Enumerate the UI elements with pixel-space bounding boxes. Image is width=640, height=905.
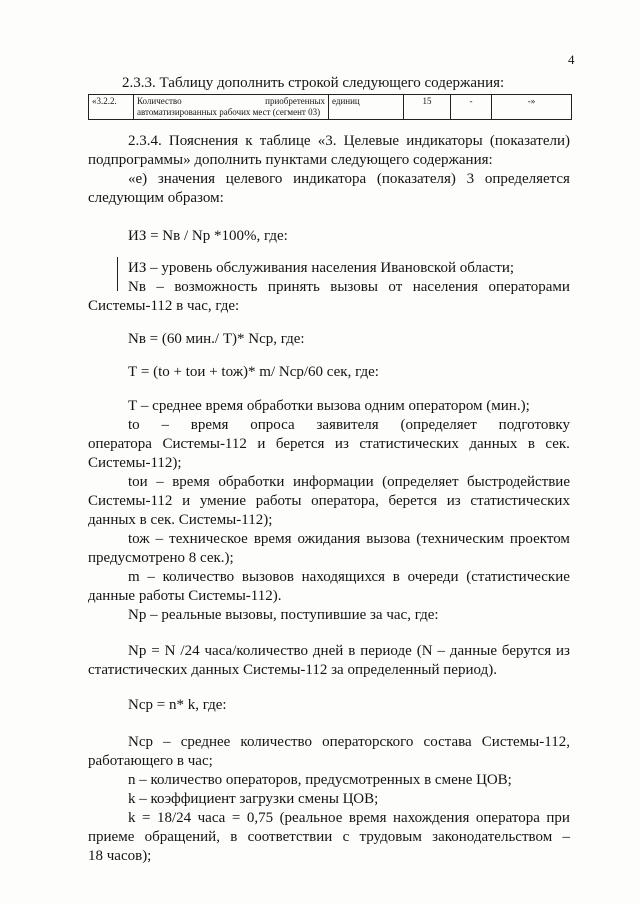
word: целевого	[225, 171, 283, 187]
word: 0,75	[246, 810, 274, 826]
word: (определяет	[382, 474, 459, 490]
word: в	[230, 829, 238, 845]
def-to-line-3: Системы-112);	[88, 455, 182, 471]
def-k: k – коэффициент загрузки смены ЦОВ;	[128, 791, 379, 807]
word: значения	[157, 171, 216, 187]
word: опроса	[250, 417, 295, 433]
word: –	[562, 829, 570, 845]
word: ожидания	[297, 531, 361, 547]
def-toi-line-1	[128, 473, 570, 491]
word: нахождения	[393, 810, 470, 826]
word: –	[161, 417, 169, 433]
word: таблице	[259, 133, 311, 149]
word: из	[446, 493, 461, 509]
word: (реальное	[279, 810, 343, 826]
word: соответствии	[247, 829, 333, 845]
word: очереди	[407, 569, 459, 585]
word: (статистические	[466, 569, 570, 585]
word: оператора	[88, 436, 152, 452]
word: Nср	[128, 734, 153, 750]
word: вызовов	[241, 569, 294, 585]
word: данных	[469, 436, 518, 452]
word: 18/24	[156, 810, 192, 826]
word: (показателя)	[376, 171, 456, 187]
s234-line-3	[128, 170, 570, 188]
word: подготовку	[498, 417, 570, 433]
def-kval-line-1	[128, 809, 570, 827]
word: 2.3.4.	[128, 133, 162, 149]
word: статистических	[359, 436, 459, 452]
formula-t: Т = (tо + tои + tож)* m/ Nср/60 сек, где:	[128, 364, 379, 380]
def-tozh-line-2: предусмотрено 8 сек.);	[88, 550, 234, 566]
word: определяется	[484, 171, 570, 187]
def-toi-line-3: данных в сек. Системы-112);	[88, 512, 273, 528]
word: в	[527, 436, 535, 452]
word: –	[147, 569, 155, 585]
word: часа	[197, 810, 226, 826]
word: законодательством	[432, 829, 553, 845]
s234-line-1	[128, 132, 570, 150]
word: tож	[128, 531, 150, 547]
word: из	[556, 643, 570, 659]
def-t: Т – среднее время обработки вызова одним оператором (мин.);	[128, 398, 530, 414]
word: tо	[128, 417, 140, 433]
section-2-3-3-heading: 2.3.3. Таблицу дополнить строкой следующего содержания:	[122, 75, 505, 91]
def-to-line-1	[128, 416, 570, 434]
formula-ncp: Nср = n* k, где:	[128, 697, 227, 713]
word: среднее	[180, 734, 231, 750]
word: в	[392, 569, 400, 585]
word: возможность	[174, 279, 258, 295]
word: информации	[292, 474, 374, 490]
word: 3	[466, 171, 475, 187]
word: часа/количество	[204, 643, 308, 659]
def-n: n – количество операторов, предусмотренных в смене ЦОВ;	[128, 772, 512, 788]
word: индикаторы	[406, 133, 483, 149]
formula-iz: ИЗ = Nв / Nр *100%, где:	[128, 228, 288, 244]
word: находящихся	[301, 569, 386, 585]
word: (техническим	[416, 531, 504, 547]
word: время	[172, 474, 210, 490]
word: быстродействие	[467, 474, 570, 490]
word: статистических	[470, 493, 570, 509]
word: трудовым	[359, 829, 422, 845]
word: обращений,	[144, 829, 220, 845]
word: умение	[199, 493, 246, 509]
word: к	[245, 133, 253, 149]
word: (показатели)	[489, 133, 570, 149]
margin-change-bar	[117, 257, 118, 291]
word: tои	[128, 474, 148, 490]
word: время	[348, 810, 387, 826]
word: берется	[275, 436, 325, 452]
word: =	[142, 810, 151, 826]
word: периоде	[360, 643, 412, 659]
word: с	[342, 829, 350, 845]
def-m-line-2: данные работы Системы-112).	[88, 588, 282, 604]
word: =	[151, 643, 160, 659]
word: (определяет	[400, 417, 477, 433]
word: –	[437, 643, 445, 659]
word: и	[182, 493, 191, 509]
word: –	[156, 279, 164, 295]
word: оператора,	[311, 493, 379, 509]
formula-nv: Nв = (60 мин./ Т)* Nср, где:	[128, 331, 305, 347]
word: берется	[388, 493, 438, 509]
def-to-line-2	[88, 435, 570, 453]
word: вызова	[366, 531, 411, 547]
word: и	[257, 436, 266, 452]
word: Целевые	[343, 133, 400, 149]
word: /24	[180, 643, 200, 659]
word: в	[348, 643, 356, 659]
word: состава	[423, 734, 472, 750]
word: k	[128, 810, 136, 826]
word: N	[164, 643, 176, 659]
word: количество	[240, 734, 313, 750]
def-m-line-1	[128, 568, 570, 586]
row-value-cell: 15	[404, 95, 451, 120]
word: заявителя	[316, 417, 379, 433]
word: Пояснения	[168, 133, 239, 149]
word: от	[388, 279, 403, 295]
word: Системы-112	[88, 493, 173, 509]
def-np: Nр – реальные вызовы, поступившие за час, где:	[128, 607, 439, 623]
word: операторского	[322, 734, 414, 750]
row-name-cell	[134, 95, 329, 120]
word: дней	[312, 643, 344, 659]
word: принять	[267, 279, 320, 295]
word: Системы-112	[162, 436, 247, 452]
def-tozh-line-1	[128, 530, 570, 548]
word: оператора	[475, 810, 540, 826]
word: (N	[416, 643, 433, 659]
word: операторами	[488, 279, 570, 295]
word: населения	[412, 279, 478, 295]
word: «3.	[317, 133, 337, 149]
word: вызовы	[330, 279, 378, 295]
word: –	[155, 531, 164, 547]
word: при	[546, 810, 570, 826]
word: из	[334, 436, 349, 452]
word: приеме	[88, 829, 135, 845]
word: –	[156, 474, 164, 490]
word: индикатора	[293, 171, 367, 187]
def-ncp-line-1	[128, 733, 570, 751]
row-name-first-line: Количество приобретенных	[137, 96, 325, 106]
row-name-second-line: автоматизированных рабочих мест (сегмент 03)	[137, 107, 321, 117]
word: обработки	[218, 474, 285, 490]
formula-np-line-1	[128, 642, 570, 660]
word: –	[163, 734, 171, 750]
page-number: 4	[568, 52, 575, 67]
word: «е)	[128, 171, 148, 187]
def-toi-line-2	[88, 492, 570, 510]
word: проектом	[509, 531, 570, 547]
def-nv-line-1	[128, 278, 570, 296]
row-end-cell: -»	[492, 95, 572, 120]
word: Системы-112,	[481, 734, 570, 750]
word: Nв	[128, 279, 146, 295]
def-nv-line-2: Системы-112 в час, где:	[88, 298, 240, 314]
def-ncp-line-2: работающего в час;	[88, 753, 213, 769]
word: берутся	[501, 643, 552, 659]
word: работы	[255, 493, 302, 509]
def-kval-line-2	[88, 828, 570, 846]
word: сек.	[545, 436, 570, 452]
row-code-cell: «3.2.2.	[89, 95, 134, 120]
word: m	[128, 569, 140, 585]
word: время	[190, 417, 229, 433]
formula-np-line-2: статистических данных Системы-112 за определенный период).	[88, 662, 497, 678]
added-table-row	[88, 94, 572, 120]
def-iz: ИЗ – уровень обслуживания населения Ивановской области;	[128, 260, 515, 276]
word: количество	[162, 569, 235, 585]
word: Nр	[128, 643, 147, 659]
def-kval-line-3: 18 часов);	[88, 848, 152, 864]
word: данные	[449, 643, 497, 659]
row-unit-cell: единиц	[329, 95, 404, 120]
word: время	[253, 531, 292, 547]
word: техническое	[169, 531, 248, 547]
s234-line-4: следующим образом:	[88, 190, 224, 206]
s234-line-2: подпрограммы» дополнить пунктами следующего содержания:	[88, 152, 493, 168]
table-row	[89, 95, 572, 120]
row-dash-cell: -	[451, 95, 492, 120]
word: =	[231, 810, 241, 826]
